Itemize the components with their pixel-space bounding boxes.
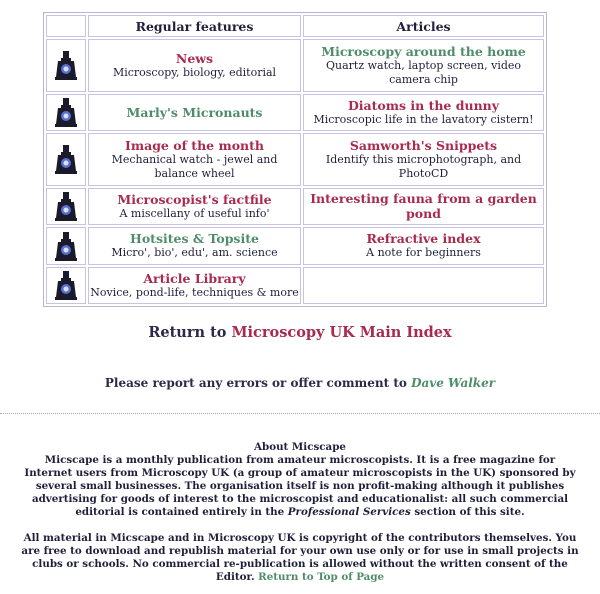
microscope-icon[interactable] bbox=[55, 144, 77, 174]
article-desc: Identify this microphotograph, and PhotoCD bbox=[325, 152, 522, 180]
microscope-icon[interactable] bbox=[55, 191, 77, 221]
article-link-refractive-index[interactable]: Refractive index bbox=[366, 231, 481, 247]
row-icon-cell bbox=[46, 39, 86, 92]
article-cell-empty bbox=[303, 267, 544, 304]
feature-desc: Microscopy, biology, editorial bbox=[112, 65, 277, 79]
return-prefix: Return to bbox=[148, 324, 232, 341]
header-regular-features: Regular features bbox=[88, 15, 301, 37]
return-main-index bbox=[0, 324, 600, 341]
table-row bbox=[46, 188, 544, 225]
main-index-link[interactable]: Microscopy UK Main Index bbox=[231, 324, 452, 341]
header-articles: Articles bbox=[303, 15, 544, 37]
article-desc: Microscopic life in the lavatory cistern! bbox=[313, 112, 534, 126]
microscope-icon[interactable] bbox=[55, 97, 77, 127]
copyright-text: All material in Micscape and in Microscopy UK is copyright of the contributors themselves. You are free to download and republish material for your own use only or for use in small projects in clubs or schools. No commercial re-publication is allowed without the written consent of the Editor. bbox=[21, 532, 579, 583]
article-link-diatoms[interactable]: Diatoms in the dunny bbox=[347, 97, 500, 113]
row-icon-cell bbox=[46, 133, 86, 186]
table-row bbox=[46, 267, 544, 304]
table-row bbox=[46, 94, 544, 131]
feature-link-hotsites[interactable]: Hotsites & Topsite bbox=[130, 231, 259, 247]
microscope-icon[interactable] bbox=[55, 231, 77, 261]
about-heading: About Micscape bbox=[254, 441, 346, 453]
about-text: Micscape is a monthly publication from amateur microscopists. It is a free magazine for Internet users from Microscopy UK (a group of amateur microscopists in the UK) sponsored by several small businesses. The organisation itself is non profit-making although it publishes advertising for goods of interest to the microscopist and educationalist: all such commercial editorial is contained entirely in the bbox=[24, 454, 576, 518]
about-paragraph bbox=[20, 454, 580, 519]
header-blank bbox=[46, 15, 86, 37]
regular-feature-cell[interactable] bbox=[88, 188, 301, 225]
feature-desc: Novice, pond-life, techniques & more bbox=[90, 285, 299, 299]
article-cell[interactable] bbox=[303, 133, 544, 186]
table-row bbox=[46, 227, 544, 264]
row-icon-cell bbox=[46, 227, 86, 264]
features-table bbox=[43, 12, 547, 307]
row-icon-cell bbox=[46, 94, 86, 131]
article-desc: A note for beginners bbox=[366, 246, 481, 260]
article-link-snippets[interactable]: Samworth's Snippets bbox=[349, 137, 498, 153]
feature-desc: A miscellany of useful info' bbox=[119, 206, 270, 220]
row-icon-cell bbox=[46, 188, 86, 225]
feature-link-factfile[interactable]: Microscopist's factfile bbox=[117, 191, 272, 207]
regular-feature-cell[interactable] bbox=[88, 267, 301, 304]
divider bbox=[0, 413, 600, 414]
report-prefix: Please report any errors or offer comment to bbox=[104, 376, 412, 390]
microscope-icon[interactable] bbox=[55, 270, 77, 300]
article-cell[interactable] bbox=[303, 39, 544, 92]
row-icon-cell bbox=[46, 267, 86, 304]
about-text-end: section of this site. bbox=[410, 506, 525, 518]
feature-link-image-of-month[interactable]: Image of the month bbox=[125, 137, 264, 153]
feature-link-article-library[interactable]: Article Library bbox=[143, 270, 246, 286]
regular-feature-cell[interactable] bbox=[88, 39, 301, 92]
regular-feature-cell[interactable] bbox=[88, 227, 301, 264]
feature-link-news[interactable]: News bbox=[175, 50, 214, 66]
microscope-icon[interactable] bbox=[55, 50, 77, 80]
return-top-link[interactable]: Return to Top of Page bbox=[258, 571, 385, 583]
regular-feature-cell[interactable] bbox=[88, 94, 301, 131]
article-cell[interactable] bbox=[303, 227, 544, 264]
table-row bbox=[46, 39, 544, 92]
article-cell[interactable] bbox=[303, 188, 544, 225]
article-link-garden-pond[interactable]: Interesting fauna from a garden pond bbox=[310, 191, 537, 222]
table-row bbox=[46, 133, 544, 186]
regular-feature-cell[interactable] bbox=[88, 133, 301, 186]
feature-desc: Mechanical watch - jewel and balance wheel bbox=[111, 152, 278, 180]
article-cell[interactable] bbox=[303, 94, 544, 131]
feature-link-micronauts[interactable]: Marly's Micronauts bbox=[126, 104, 263, 120]
copyright-paragraph bbox=[20, 532, 580, 584]
professional-services-text: Professional Services bbox=[287, 506, 411, 518]
feature-desc: Micro', bio', edu', am. science bbox=[111, 246, 278, 260]
about-section bbox=[20, 441, 580, 584]
article-desc: Quartz watch, laptop screen, video camera chip bbox=[325, 58, 522, 86]
report-errors bbox=[0, 376, 600, 390]
email-dave-walker-link[interactable]: Dave Walker bbox=[411, 376, 496, 390]
article-link-microscopy-home[interactable]: Microscopy around the home bbox=[321, 43, 526, 59]
